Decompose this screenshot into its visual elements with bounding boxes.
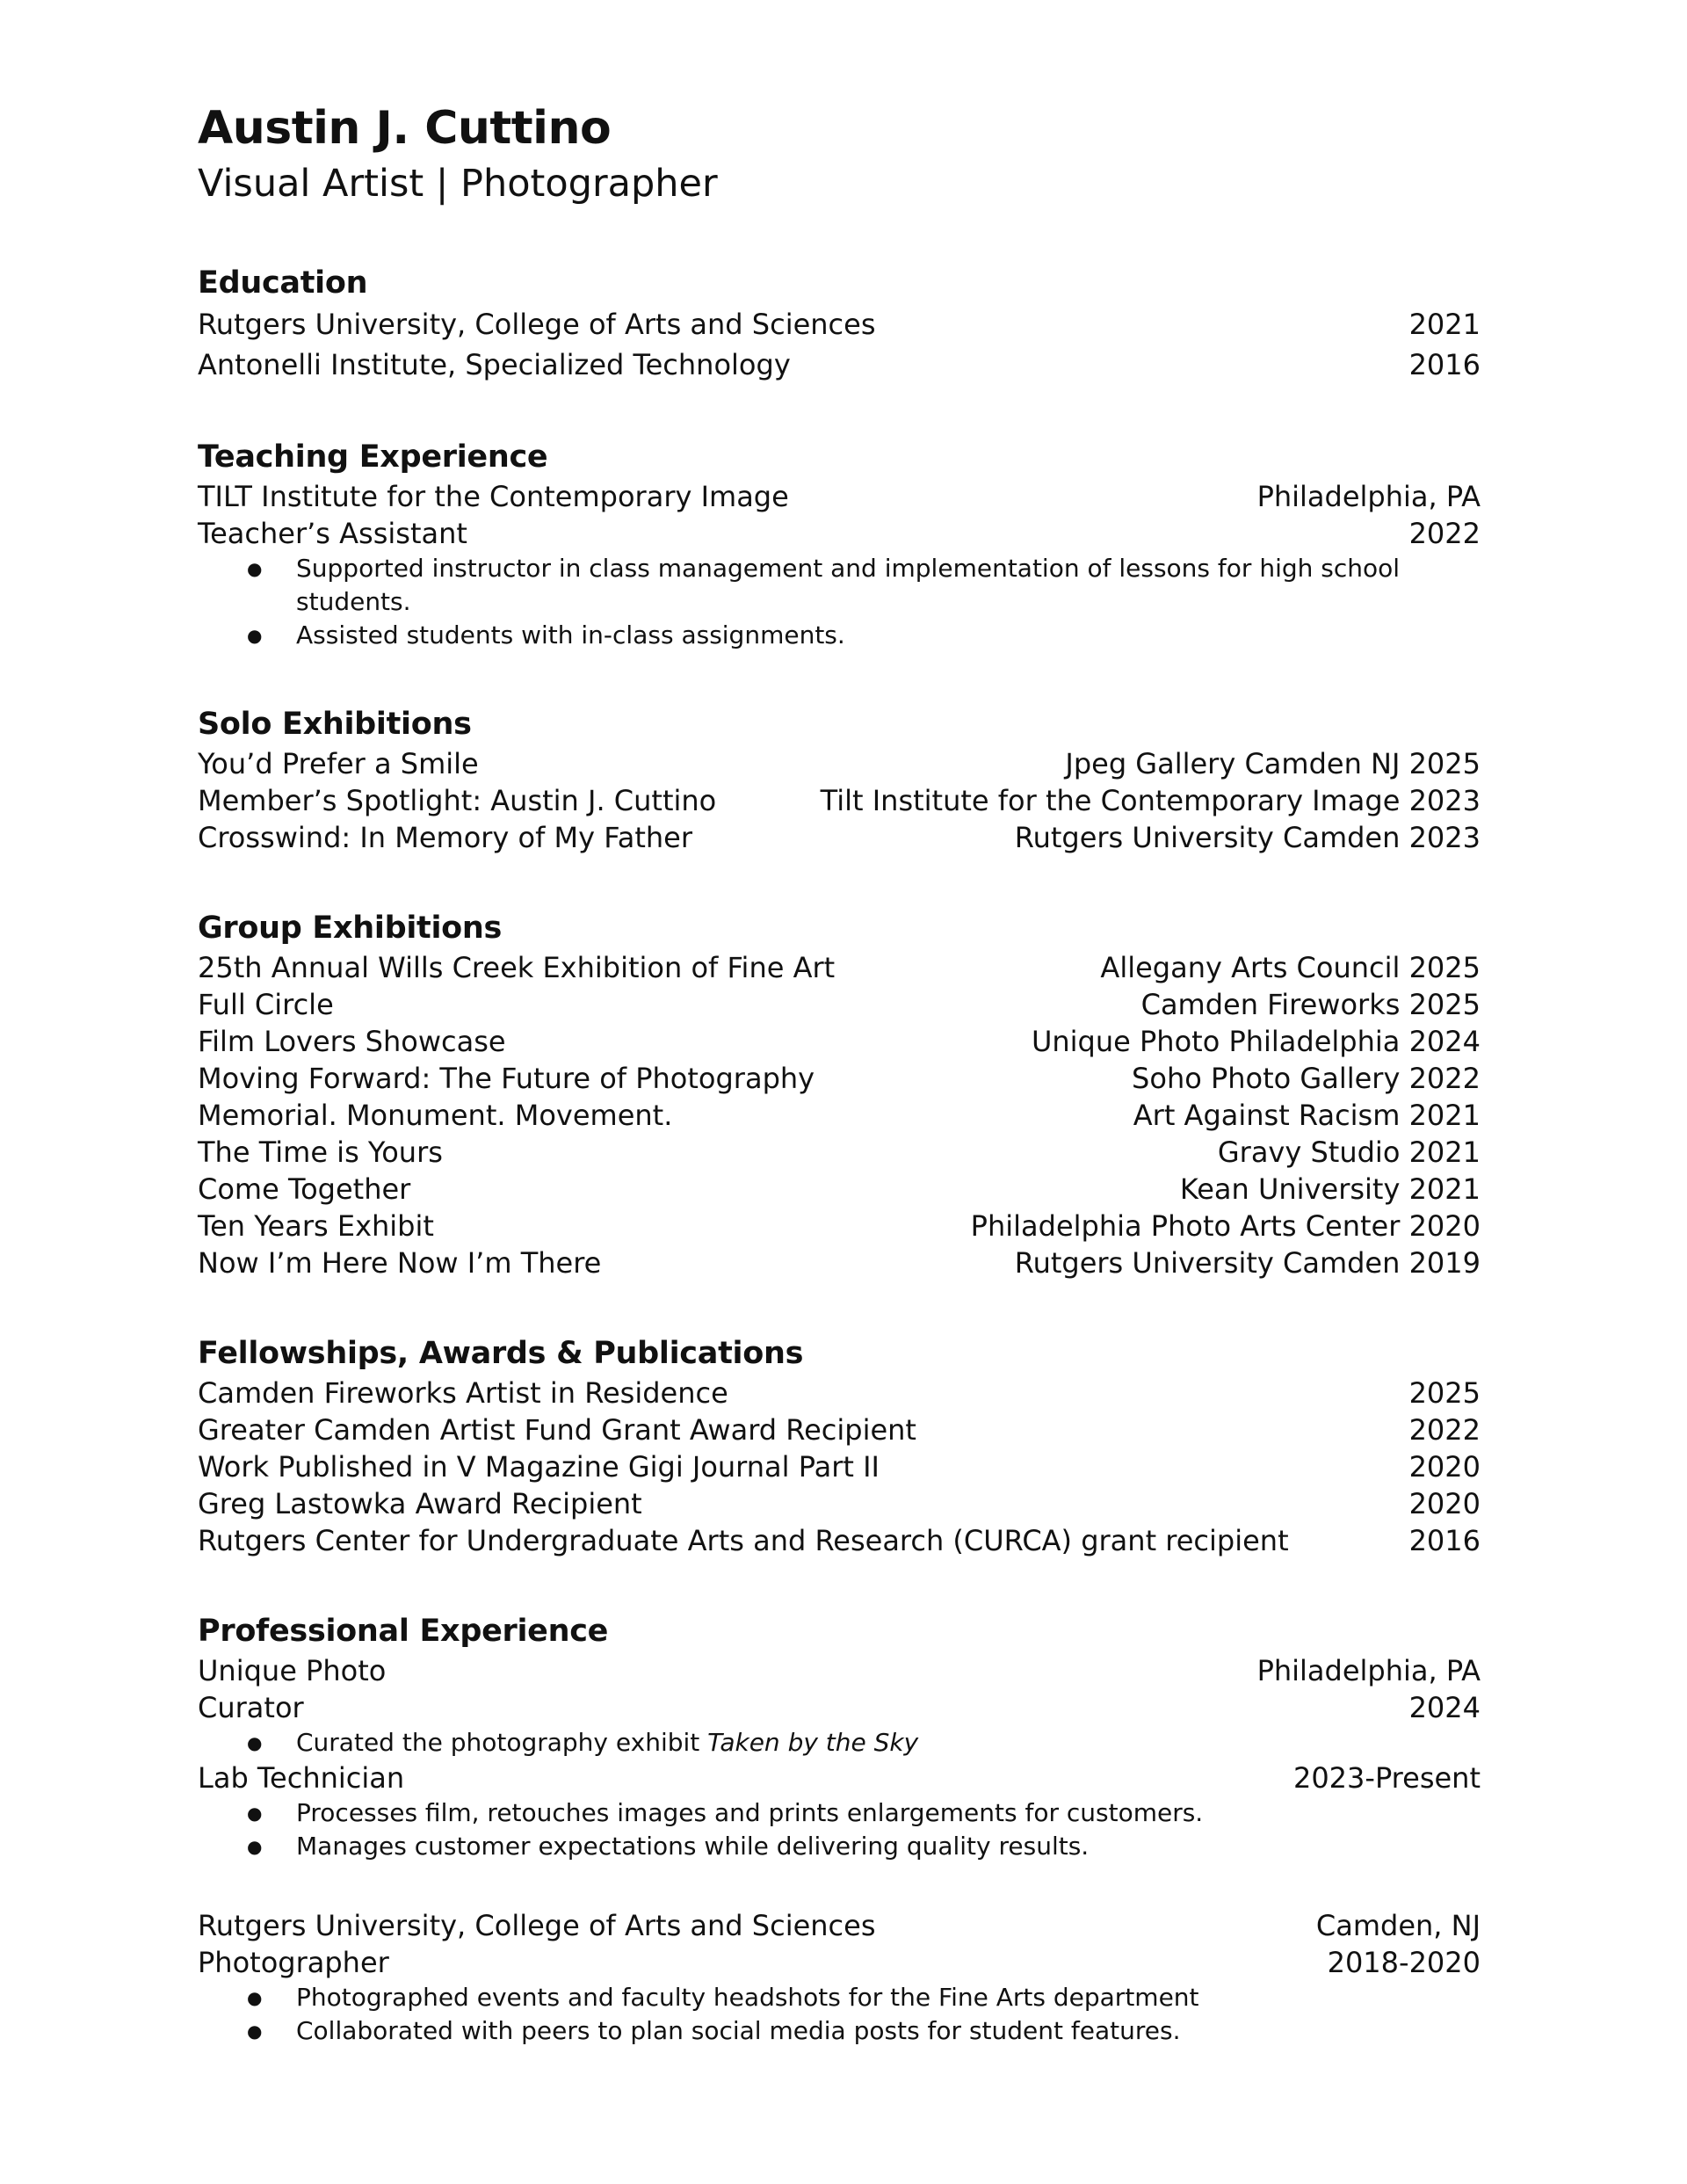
exhibition-venue: Art Against Racism 2021 (1133, 1099, 1481, 1132)
exhibition-title: Now I’m Here Now I’m There (198, 1246, 602, 1280)
award-year: 2020 (1408, 1487, 1481, 1520)
job-years: 2024 (1408, 1691, 1481, 1724)
exhibition-venue: Gravy Studio 2021 (1217, 1136, 1481, 1169)
exhibition-title: 25th Annual Wills Creek Exhibition of Fine Art (198, 951, 836, 984)
exhibition-entry (198, 1134, 1481, 1171)
bullet-item: ● Processes film, retouches images and prints enlargements for customers. (198, 1796, 1481, 1830)
exhibition-title: You’d Prefer a Smile (198, 747, 479, 780)
job-location: Philadelphia, PA (1256, 1654, 1481, 1687)
solo-exhibitions-section (198, 703, 1481, 856)
exhibition-entry (198, 1244, 1481, 1281)
resume-header (198, 98, 1481, 209)
award-year: 2022 (1408, 1413, 1481, 1447)
teaching-org: TILT Institute for the Contemporary Image (198, 480, 789, 513)
job-bullets (198, 1726, 1481, 1760)
exhibition-venue: Philadelphia Photo Arts Center 2020 (970, 1209, 1481, 1243)
teaching-org-row (198, 478, 1481, 515)
award-year: 2025 (1408, 1376, 1481, 1410)
job-years: 2023-Present (1292, 1761, 1481, 1795)
exhibition-venue: Camden Fireworks 2025 (1140, 988, 1481, 1021)
section-title: Fellowships, Awards & Publications (198, 1336, 804, 1371)
education-section (198, 262, 1481, 385)
teaching-role-row (198, 515, 1481, 552)
teaching-location: Philadelphia, PA (1256, 480, 1481, 513)
exhibition-title: Crosswind: In Memory of My Father (198, 821, 693, 854)
section-title: Group Exhibitions (198, 911, 503, 946)
job-role: Photographer (198, 1946, 389, 1979)
award-entry (198, 1485, 1481, 1522)
exhibition-entry (198, 782, 1481, 819)
job-bullets (198, 1796, 1481, 1863)
exhibition-entry (198, 1171, 1481, 1208)
teaching-section (198, 436, 1481, 652)
professional-section (198, 1610, 1481, 2048)
group-exhibitions-section (198, 907, 1481, 1281)
exhibition-title: The Time is Yours (198, 1136, 443, 1169)
job-bullets (198, 1981, 1481, 2048)
education-year: 2016 (1408, 348, 1481, 381)
bullet-item: ● Supported instructor in class management and implementation of lessons for high school students. (198, 552, 1481, 619)
exhibition-venue: Jpeg Gallery Camden NJ 2025 (1065, 747, 1481, 780)
section-title: Solo Exhibitions (198, 707, 472, 742)
award-entry (198, 1411, 1481, 1448)
exhibition-title: Memorial. Monument. Movement. (198, 1099, 673, 1132)
award-title: Greg Lastowka Award Recipient (198, 1487, 642, 1520)
job-role-row (198, 1689, 1481, 1726)
award-title: Greater Camden Artist Fund Grant Award Recipient (198, 1413, 916, 1447)
exhibition-venue: Rutgers University Camden 2023 (1014, 821, 1481, 854)
bullet-item: ● Assisted students with in-class assignments. (198, 619, 1481, 652)
exhibition-title: Member’s Spotlight: Austin J. Cuttino (198, 784, 717, 817)
teaching-bullets (198, 552, 1481, 652)
award-year: 2020 (1408, 1450, 1481, 1484)
section-title: Teaching Experience (198, 439, 548, 475)
job-org: Unique Photo (198, 1654, 387, 1687)
job-role-row (198, 1760, 1481, 1796)
award-title: Work Published in V Magazine Gigi Journal Part II (198, 1450, 880, 1484)
job-role: Lab Technician (198, 1761, 405, 1795)
education-entry (198, 304, 1481, 345)
exhibition-venue: Unique Photo Philadelphia 2024 (1031, 1025, 1481, 1058)
exhibition-title: Moving Forward: The Future of Photography (198, 1062, 815, 1095)
exhibition-venue: Kean University 2021 (1179, 1172, 1481, 1206)
teaching-role: Teacher’s Assistant (198, 517, 467, 550)
exhibition-entry (198, 819, 1481, 856)
award-entry (198, 1448, 1481, 1485)
exhibition-title: Ten Years Exhibit (198, 1209, 434, 1243)
exhibition-entry (198, 986, 1481, 1023)
exhibit-title: Taken by the Sky (707, 1728, 919, 1757)
exhibition-entry (198, 949, 1481, 986)
teaching-year: 2022 (1408, 517, 1481, 550)
exhibition-venue: Allegany Arts Council 2025 (1100, 951, 1481, 984)
exhibition-venue: Rutgers University Camden 2019 (1014, 1246, 1481, 1280)
job-years: 2018-2020 (1327, 1946, 1481, 1979)
section-title: Professional Experience (198, 1614, 609, 1649)
bullet-item (198, 1726, 1481, 1760)
bullet-item: ● Photographed events and faculty headshots for the Fine Arts department (198, 1981, 1481, 2014)
award-entry (198, 1522, 1481, 1559)
job-org-row (198, 1907, 1481, 1944)
exhibition-title: Film Lovers Showcase (198, 1025, 506, 1058)
exhibition-venue: Soho Photo Gallery 2022 (1132, 1062, 1481, 1095)
exhibition-entry (198, 1060, 1481, 1097)
person-subtitle: Visual Artist | Photographer (198, 162, 718, 206)
exhibition-entry (198, 1097, 1481, 1134)
job-location: Camden, NJ (1315, 1909, 1481, 1942)
exhibition-entry (198, 745, 1481, 782)
person-name: Austin J. Cuttino (198, 102, 612, 155)
award-year: 2016 (1408, 1524, 1481, 1557)
exhibition-title: Full Circle (198, 988, 334, 1021)
bullet-text: Curated the photography exhibit (296, 1728, 708, 1757)
education-entry (198, 345, 1481, 385)
exhibition-venue: Tilt Institute for the Contemporary Image 2023 (820, 784, 1481, 817)
section-title: Education (198, 265, 368, 301)
job-role: Curator (198, 1691, 304, 1724)
awards-section (198, 1332, 1481, 1559)
exhibition-entry (198, 1023, 1481, 1060)
award-entry (198, 1375, 1481, 1411)
award-title: Rutgers Center for Undergraduate Arts and Research (CURCA) grant recipient (198, 1524, 1289, 1557)
award-title: Camden Fireworks Artist in Residence (198, 1376, 728, 1410)
education-year: 2021 (1408, 308, 1481, 341)
exhibition-title: Come Together (198, 1172, 411, 1206)
job-org: Rutgers University, College of Arts and Sciences (198, 1909, 876, 1942)
bullet-item: ● Collaborated with peers to plan social media posts for student features. (198, 2014, 1481, 2048)
job-role-row (198, 1944, 1481, 1981)
education-school: Rutgers University, College of Arts and Sciences (198, 308, 876, 341)
spacer (198, 1863, 1481, 1907)
exhibition-entry (198, 1208, 1481, 1244)
resume-page (198, 98, 1481, 2048)
education-school: Antonelli Institute, Specialized Technology (198, 348, 791, 381)
bullet-item: ● Manages customer expectations while delivering quality results. (198, 1830, 1481, 1863)
job-org-row (198, 1652, 1481, 1689)
